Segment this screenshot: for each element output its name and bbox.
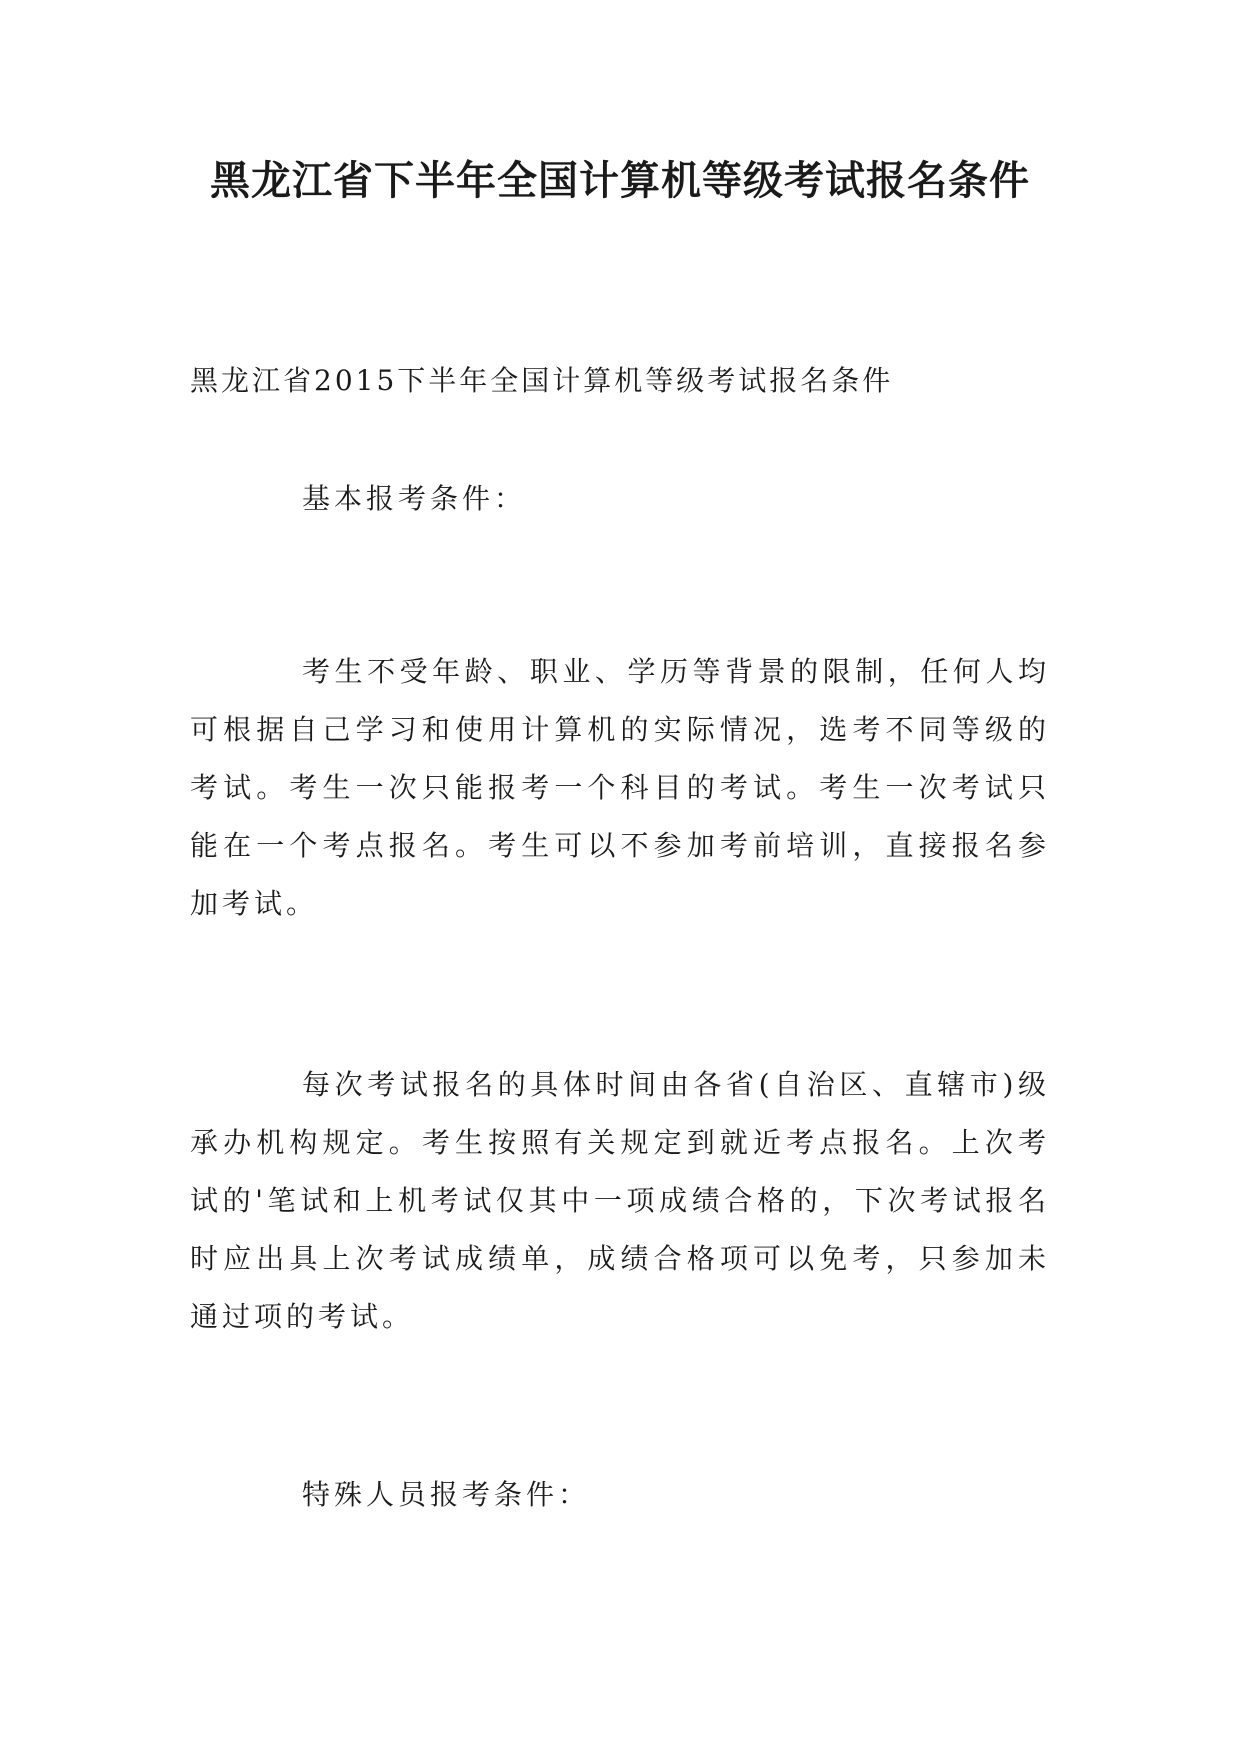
document-subtitle: 黑龙江省2015下半年全国计算机等级考试报名条件 <box>190 364 894 397</box>
basic-conditions-heading: 基本报考条件： <box>302 482 527 515</box>
document-title: 黑龙江省下半年全国计算机等级考试报名条件 <box>210 158 1030 204</box>
basic-conditions-paragraph: 考生不受年龄、职业、学历等背景的限制，任何人均可根据自己学习和使用计算机的实际情况，选考不同等级的考试。考生一次只能报考一个科目的考试。考生一次考试只能在一个考点报名。考生可以不参加考前培训，直接报名参加考试。 <box>190 655 1050 920</box>
registration-time-paragraph: 每次考试报名的具体时间由各省(自治区、直辖市)级承办机构规定。考生按照有关规定到就近考点报名。上次考试的'笔试和上机考试仅其中一项成绩合格的，下次考试报名时应出具上次考试成绩单，成绩合格项可以免考，只参加未通过项的考试。 <box>190 1068 1050 1333</box>
special-conditions-heading: 特殊人员报考条件： <box>302 1478 591 1511</box>
